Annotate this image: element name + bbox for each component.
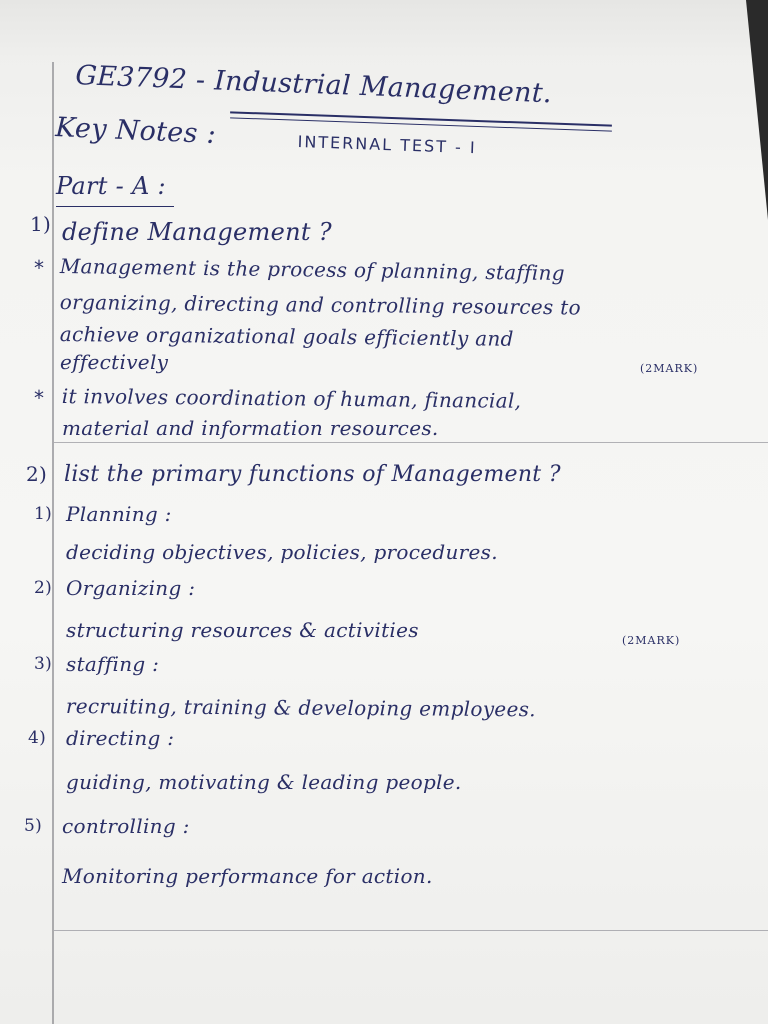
answer-line: it involves coordination of human, financial, xyxy=(61,384,522,413)
bullet-star: * xyxy=(34,256,44,280)
answer-line: organizing, directing and controlling resources to xyxy=(59,290,582,320)
background-corner xyxy=(746,0,768,220)
item-title: directing : xyxy=(66,726,175,750)
key-notes-label: Key Notes : xyxy=(54,112,217,150)
item-title: controlling : xyxy=(62,814,190,838)
mark-note: (2MARK) xyxy=(622,634,681,647)
part-a-underline xyxy=(56,206,174,207)
item-number: 2) xyxy=(34,578,53,598)
item-title: staffing : xyxy=(66,652,160,676)
question-number: 2) xyxy=(26,462,48,486)
course-title: GE3792 - Industrial Management. xyxy=(74,60,553,110)
item-desc: guiding, motivating & leading people. xyxy=(66,770,462,794)
item-desc: structuring resources & activities xyxy=(66,618,419,642)
item-number: 3) xyxy=(34,654,53,674)
answer-line: Management is the process of planning, staffing xyxy=(59,254,566,286)
question-text: define Management ? xyxy=(62,218,332,246)
item-title: Organizing : xyxy=(66,576,196,600)
item-number: 5) xyxy=(24,816,43,836)
part-a-label: Part - A : xyxy=(56,172,166,200)
mark-note: (2MARK) xyxy=(640,362,699,375)
item-desc: deciding objectives, policies, procedures. xyxy=(66,540,498,564)
answer-line: achieve organizational goals efficiently and xyxy=(59,322,514,351)
bullet-star: * xyxy=(34,386,44,410)
item-title: Planning : xyxy=(66,502,172,526)
answer-line: material and information resources. xyxy=(62,416,439,440)
test-name: INTERNAL TEST - I xyxy=(297,132,477,158)
margin-line xyxy=(52,62,54,1024)
question-number: 1) xyxy=(30,212,52,236)
item-number: 1) xyxy=(34,504,53,524)
ruled-line xyxy=(54,442,768,443)
page-top-strip xyxy=(0,0,768,58)
ruled-line xyxy=(54,930,768,931)
question-text: list the primary functions of Management ? xyxy=(64,462,561,487)
item-desc: Monitoring performance for action. xyxy=(62,864,433,888)
answer-line: effectively xyxy=(60,350,169,374)
item-number: 4) xyxy=(28,728,47,748)
item-desc: recruiting, training & developing employees. xyxy=(65,694,536,722)
